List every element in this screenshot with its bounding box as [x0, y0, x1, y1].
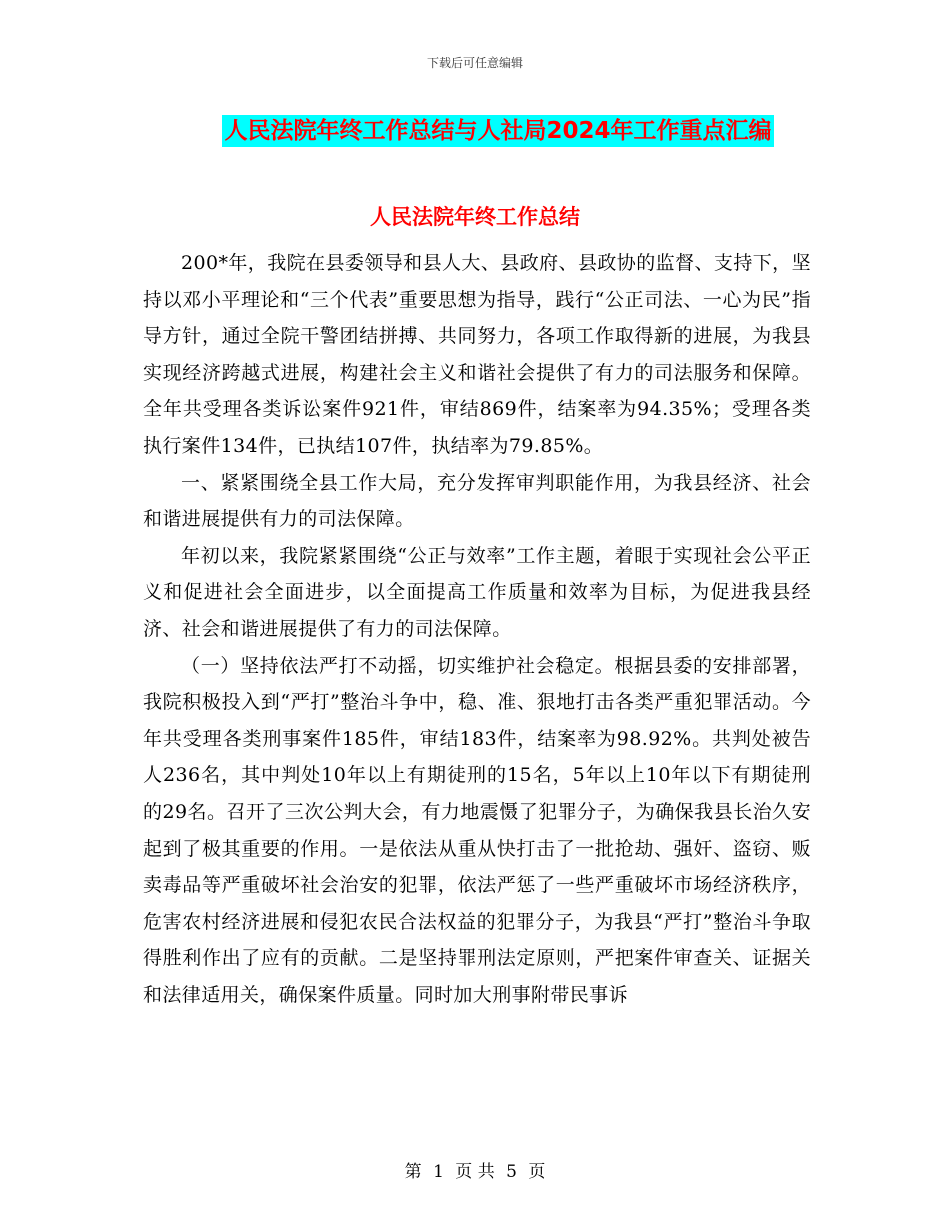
section-title: 人民法院年终工作总结: [370, 205, 580, 229]
paragraph-since-year-start: 年初以来，我院紧紧围绕“公正与效率”工作主题，着眼于实现社会公平正义和促进社会全面进步，以全面提高工作质量和效率为目标，为促进我县经济、社会和谐进展提供了有力的司法保障。: [143, 544, 811, 640]
main-title-container: [0, 115, 950, 147]
document-body: [143, 245, 811, 1013]
page-header-note: 下载后可任意编辑: [426, 56, 523, 70]
footer-prefix: 第: [404, 1162, 422, 1182]
footer-suffix: 页: [528, 1162, 546, 1182]
footer-mid: 页 共: [455, 1162, 495, 1182]
page-footer: [0, 1157, 950, 1182]
paragraph-strike-hard: （一）坚持依法严打不动摇，切实维护社会稳定。根据县委的安排部署，我院积极投入到“严打”整治斗争中，稳、准、狠地打击各类严重犯罪活动。今年共受理各类刑事案件185件，审结183件，结案率为98.92%。共判处被告人236名，其中判处10年以上有期徒刑的15名，5年以上10年以下有期徒刑的29名。召开了三次公判大会，有力地震慑了犯罪分子，为确保我县长治久安起到了极其重要的作用。一是依法从重从快打击了一批抢劫、强奸、盗窃、贩卖毒品等严重破坏社会治安的犯罪，依法严惩了一些严重破坏市场经济秩序，危害农村经济进展和侵犯农民合法权益的犯罪分子，为我县“严打”整治斗争取得胜利作出了应有的贡献。二是坚持罪刑法定原则，严把案件审查关、证据关和法律适用关，确保案件质量。同时加大刑事附带民事诉: [143, 654, 811, 1006]
footer-total-pages: 5: [506, 1162, 517, 1182]
document-title: 人民法院年终工作总结与人社局2024年工作重点汇编: [222, 115, 773, 147]
paragraph-heading-one: 一、紧紧围绕全县工作大局，充分发挥审判职能作用，为我县经济、社会和谐进展提供有力的司法保障。: [143, 471, 811, 531]
footer-current-page: 1: [433, 1162, 444, 1182]
paragraph-intro: 200*年，我院在县委领导和县人大、县政府、县政协的监督、支持下，坚持以邓小平理论和“三个代表”重要思想为指导，践行“公正司法、一心为民”指导方针，通过全院干警团结拼搏、共同努力，各项工作取得新的进展，为我县实现经济跨越式进展，构建社会主义和谐社会提供了有力的司法服务和保障。全年共受理各类诉讼案件921件，审结869件，结案率为94.35%；受理各类执行案件134件，已执结107件，执结率为79.85%。: [143, 252, 811, 457]
